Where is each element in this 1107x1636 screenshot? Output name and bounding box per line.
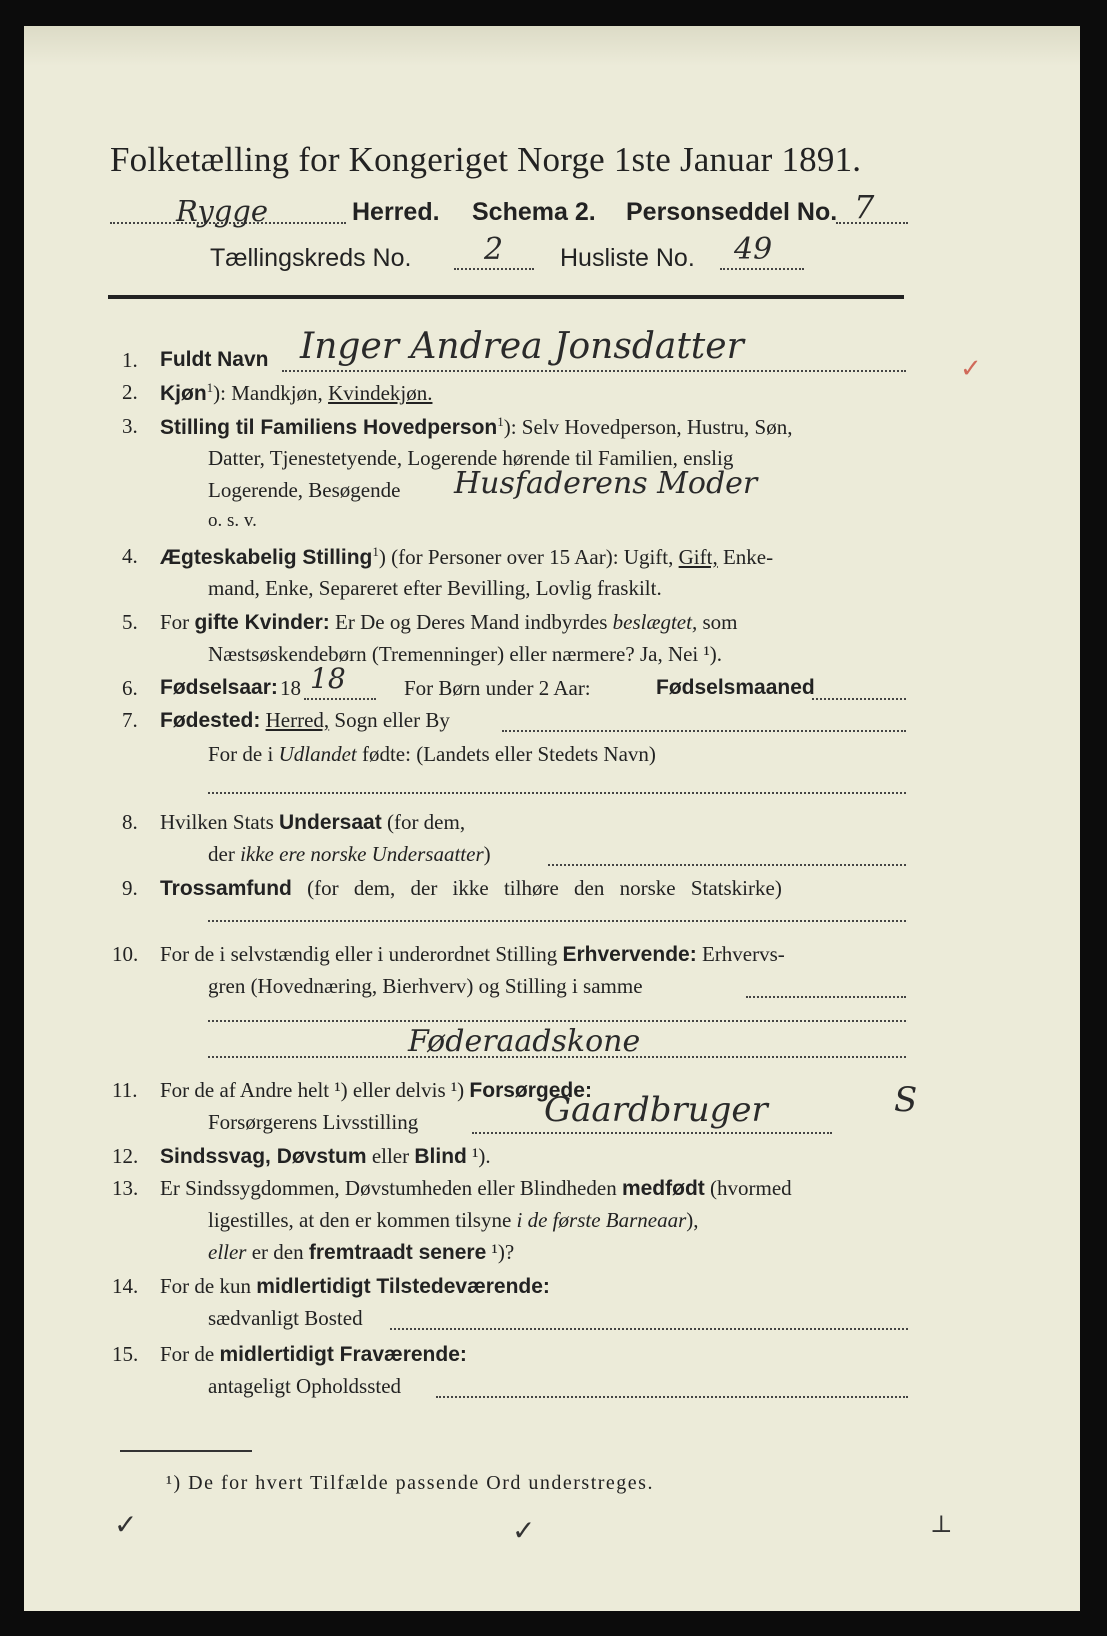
q1-label: Fuldt Navn [160, 348, 269, 371]
q10-line1 [160, 942, 785, 967]
item-number: 9. [122, 876, 138, 900]
q7-line2b: Udlandet [278, 742, 357, 766]
husliste-label: Husliste No. [560, 244, 695, 272]
header-rule [108, 295, 904, 299]
item-number: 10. [112, 942, 139, 966]
q5-text3: beslægtet, [612, 610, 698, 634]
item-number: 2. [122, 380, 138, 404]
q7-line2c: fødte: (Landets eller Stedets Navn) [356, 742, 656, 766]
q10-dots2 [208, 1020, 906, 1022]
q7-text2: Sogn eller By [329, 708, 450, 732]
check-mark: ✓ [960, 354, 982, 384]
personseddel-value: 7 [854, 188, 875, 226]
q12-line1 [160, 1144, 491, 1169]
herred-value: Rygge [176, 194, 268, 228]
personseddel-label: Personseddel No. [626, 198, 838, 226]
footnote: ¹) De for hvert Tilfælde passende Ord understreges. [166, 1472, 654, 1494]
q9-text: (for dem, der ikke tilhøre den norske Statskirke) [291, 876, 782, 900]
item-number: 14. [112, 1274, 139, 1298]
q13-line2b: i de første Barneaar [516, 1208, 687, 1232]
q3-line2: Datter, Tjenestetyende, Logerende hørende til Familien, enslig [208, 446, 734, 470]
item-number: 15. [112, 1342, 139, 1366]
q3-line3: Logerende, Besøgende [208, 478, 401, 502]
q1-dots [282, 370, 906, 372]
q8-label: Undersaat [279, 811, 382, 834]
q13-line2a: ligestilles, at den er kommen tilsyne [208, 1208, 517, 1232]
item-number: 12. [112, 1144, 139, 1168]
q15-line2: antageligt Opholdssted [208, 1374, 402, 1398]
q4-selected: Gift, [678, 545, 718, 569]
q12-label2: Blind [414, 1145, 467, 1168]
q6-label: Fødselsaar: [160, 676, 278, 699]
q5-text4: som [697, 610, 738, 634]
q4-label: Ægteskabelig Stilling [160, 546, 373, 569]
q11-dots [472, 1132, 832, 1134]
q3-text: ): Selv Hovedperson, Hustru, Søn, [503, 415, 793, 439]
q13-text2: (hvormed [704, 1176, 792, 1200]
q12-label: Sindssvag, Døvstum [160, 1145, 367, 1168]
q3-sup: 1 [497, 414, 504, 429]
q3-value: Husfaderens Moder [454, 466, 758, 501]
q13-text1: Er Sindssygdommen, Døvstumheden eller Blindheden [160, 1176, 622, 1200]
q7-label: Fødested: [160, 709, 261, 732]
q13-line3a: eller [208, 1240, 247, 1264]
corner-mark-center: ✓ [512, 1516, 536, 1547]
footnote-rule [120, 1450, 252, 1452]
q13-label2: fremtraadt senere [308, 1241, 487, 1264]
item-number: 11. [112, 1078, 138, 1102]
herred-label: Herred. [352, 198, 440, 226]
q6-dots2 [812, 698, 906, 700]
q7-selected: Herred, [265, 708, 330, 732]
q5-text2: Er De og Deres Mand indbyrdes [329, 610, 613, 634]
q9-dots [208, 920, 906, 922]
q7-dots2 [208, 792, 906, 794]
q2-text1: ): Mandkjøn, [213, 381, 329, 405]
item-number: 3. [122, 414, 138, 438]
item-number: 4. [122, 544, 138, 568]
q10-text1: For de i selvstændig eller i underordnet Stilling [160, 942, 563, 966]
q15-label: midlertidigt Fraværende: [219, 1343, 467, 1366]
corner-mark-right: ⊥ [930, 1512, 953, 1538]
q2-label: Kjøn [160, 382, 207, 405]
form-title: Folketælling for Kongeriget Norge 1ste Januar 1891. [110, 140, 862, 179]
q6-label2: Fødselsmaaned [656, 676, 815, 699]
q11-mark: S [894, 1080, 918, 1120]
q13-label: medfødt [621, 1177, 705, 1200]
q13-line2 [208, 1208, 699, 1233]
q5-text1: For [160, 610, 195, 634]
q13-line3b: er den [246, 1240, 309, 1264]
q7-line1 [160, 708, 450, 733]
kreds-value: 2 [484, 232, 504, 267]
q9-label: Trossamfund [160, 877, 292, 900]
q1-value: Inger Andrea Jonsdatter [300, 326, 744, 367]
schema-label: Schema 2. [472, 198, 596, 226]
q10-text2: Erhvervs- [696, 942, 785, 966]
q8-text2: (for dem, [381, 810, 466, 834]
q5-label: gifte Kvinder: [194, 611, 330, 634]
q8-line1 [160, 810, 465, 835]
q7-line2a: For de i [208, 742, 279, 766]
census-form-page [24, 26, 1080, 1611]
q8-line2a: der [208, 842, 241, 866]
q13-line1 [160, 1176, 792, 1201]
husliste-dots [720, 268, 804, 270]
q2-sup: 1 [206, 380, 214, 395]
q14-dots [390, 1328, 908, 1330]
q3-line1 [160, 414, 792, 440]
q8-line2 [208, 842, 491, 867]
q4-sup: 1 [372, 544, 379, 559]
q10-value: Føderaadskone [408, 1024, 641, 1059]
q11-value: Gaardbruger [544, 1090, 768, 1130]
item-number: 7. [122, 708, 138, 732]
q9-line1 [160, 876, 782, 901]
item-number: 13. [112, 1176, 139, 1200]
q6-value: 18 [310, 662, 346, 695]
q11-line1 [160, 1078, 592, 1103]
q13-line3c: ¹)? [486, 1240, 515, 1264]
q8-dots [548, 864, 906, 866]
q14-label: midlertidigt Tilstedeværende: [256, 1275, 550, 1298]
q15-dots [436, 1396, 908, 1398]
q7-line2 [208, 742, 656, 767]
q15-line1 [160, 1342, 467, 1367]
q10-label: Erhvervende: [562, 943, 697, 966]
q4-line1 [160, 544, 773, 570]
q4-line2: mand, Enke, Separeret efter Bevilling, Lovlig fraskilt. [208, 576, 662, 600]
corner-mark-left: ✓ [114, 1510, 138, 1541]
q3-label: Stilling til Familiens Hovedperson [160, 416, 498, 439]
q2-selected: Kvindekjøn. [328, 381, 433, 405]
q4-text1: ) (for Personer over 15 Aar): Ugift, [378, 545, 679, 569]
q10-line2: gren (Hovednæring, Bierhverv) og Stilling i samme [208, 974, 643, 998]
q12-text2: ¹). [466, 1144, 491, 1168]
q10-dots [746, 996, 906, 998]
q6-text: For Børn under 2 Aar: [404, 676, 591, 700]
q14-text1: For de kun [160, 1274, 257, 1298]
item-number: 5. [122, 610, 138, 634]
q8-text1: Hvilken Stats [160, 810, 279, 834]
q14-line2: sædvanligt Bosted [208, 1306, 363, 1330]
husliste-value: 49 [734, 232, 773, 267]
q4-text3: Enke- [717, 545, 774, 569]
q8-line2b: ikke ere norske Undersaatter [240, 842, 484, 866]
q6-prefix: 18 [280, 676, 301, 700]
q11-text1: For de af Andre helt ¹) eller delvis ¹) [160, 1078, 470, 1102]
item-number: 1. [122, 348, 138, 372]
q7-dots [502, 730, 906, 732]
q5-line2: Næstsøskendebørn (Tremenninger) eller nærmere? Ja, Nei ¹). [208, 642, 723, 666]
q13-line3 [208, 1240, 514, 1265]
kreds-dots [454, 268, 534, 270]
q5-line1 [160, 610, 737, 635]
q14-line1 [160, 1274, 550, 1299]
q3-line4: o. s. v. [208, 510, 257, 531]
item-number: 6. [122, 676, 138, 700]
item-number: 8. [122, 810, 138, 834]
q11-line2: Forsørgerens Livsstilling [208, 1110, 419, 1134]
q8-line2c: ) [483, 842, 491, 866]
q12-text1: eller [366, 1144, 415, 1168]
q6-dots [304, 698, 376, 700]
q13-line2c: ), [686, 1208, 699, 1232]
q11-label: Forsørgede: [469, 1079, 592, 1102]
q15-text1: For de [160, 1342, 220, 1366]
kreds-label: Tællingskreds No. [210, 244, 412, 272]
q2-line [160, 380, 432, 406]
